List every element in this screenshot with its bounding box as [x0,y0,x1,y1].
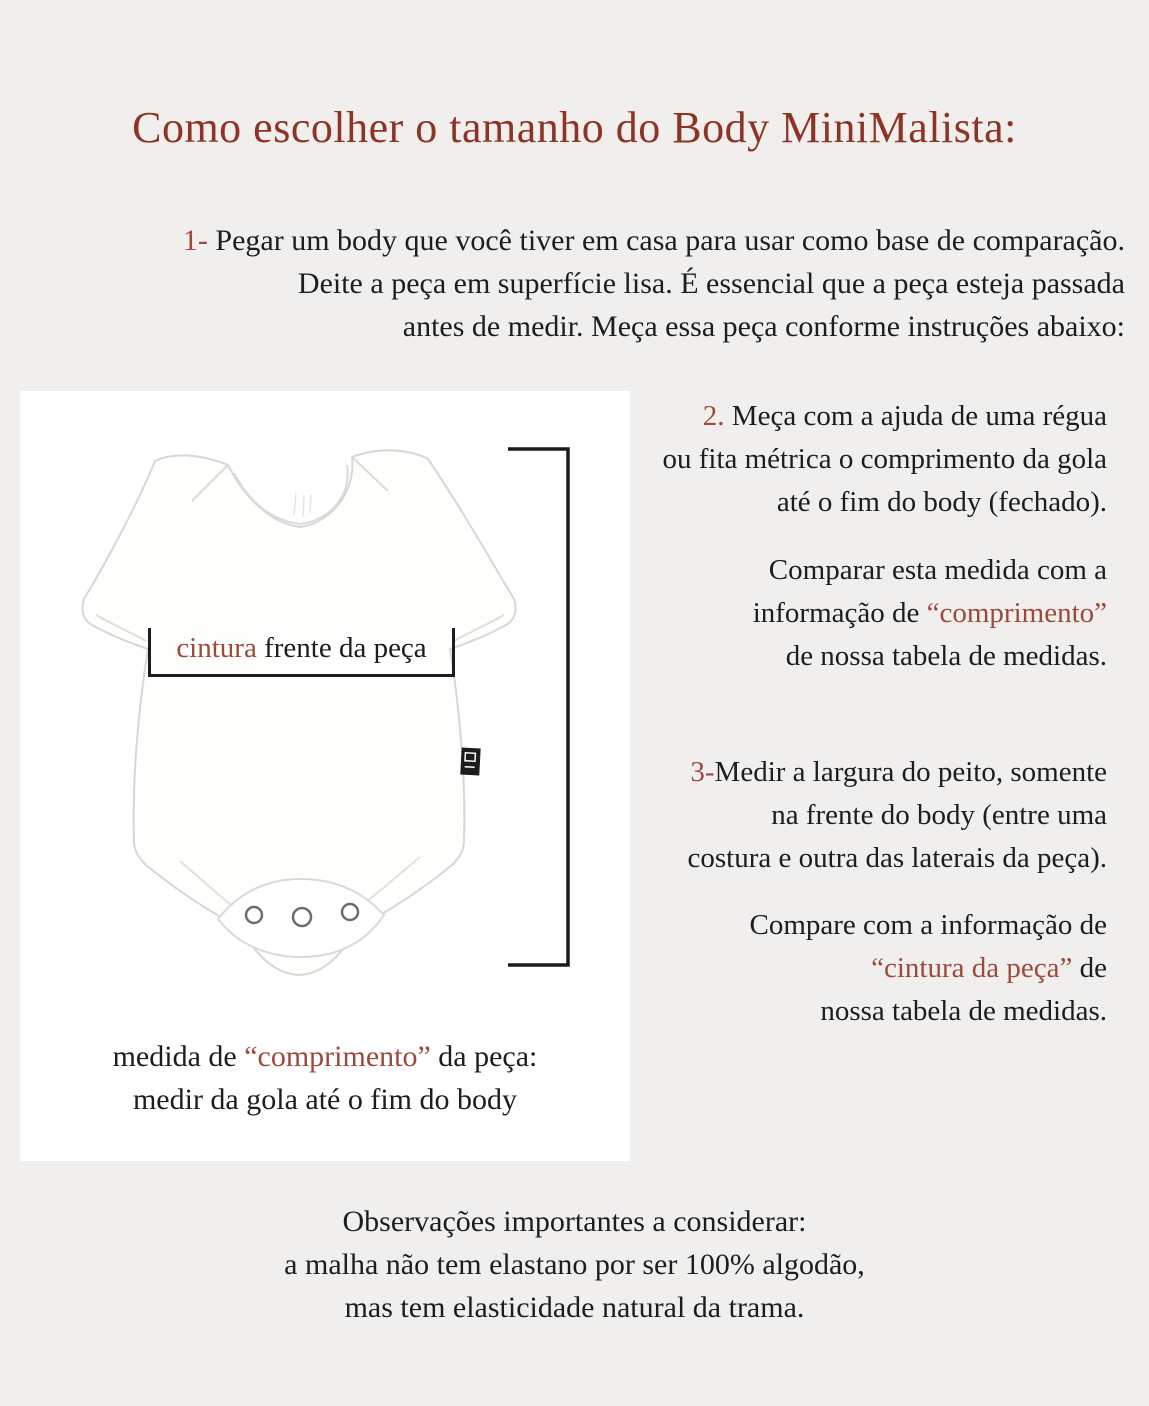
snap-button [342,904,358,920]
text-line: na frente do body (entre uma [771,799,1107,831]
step-number: 1- [182,224,216,257]
product-photo [20,391,630,1161]
text-line: ou fita métrica o comprimento da gola [662,443,1107,475]
length-measure-caption [20,1035,630,1121]
text-line: mas tem elasticidade natural da trama. [344,1291,805,1324]
step3-paragraph [688,751,1107,880]
snap-button [246,907,262,923]
text-line: 2. Meça com a ajuda de uma régua [702,400,1107,432]
text-line: de nossa tabela de medidas. [785,640,1107,672]
step1-paragraph [183,219,1125,348]
step-number: 3- [690,756,715,788]
text-line: antes de medir. Meça essa peça conforme instruções abaixo: [402,310,1125,343]
observations [0,1200,1149,1329]
measure-term-accent: “cintura da peça” [871,952,1073,984]
text-line: “cintura da peça” de [871,952,1107,984]
measurement-bracket [508,449,568,965]
text-line: a malha não tem elastano por ser 100% algodão, [284,1248,865,1281]
brand-tag-icon [460,748,480,776]
text-line: até o fim do body (fechado). [776,486,1107,518]
text-line: medir da gola até o fim do body [132,1083,518,1116]
text-line: 1- Pegar um body que você tiver em casa para usar como base de comparação. [182,224,1125,257]
snap-button [293,908,311,926]
step-number: 2. [702,400,725,432]
step2-compare-paragraph [753,549,1107,678]
text-line: nossa tabela de medidas. [820,995,1107,1027]
text-line: medida de “comprimento” da peça: [112,1040,538,1073]
text-line: costura e outra das laterais da peça). [687,842,1107,874]
waist-label-accent: cintura [176,632,257,664]
caption-accent: “comprimento” [244,1040,431,1073]
page-title: Como escolher o tamanho do Body MiniMalista: [132,103,1017,152]
text-line: Deite a peça em superfície lisa. É essencial que a peça esteja passada [297,267,1125,300]
waist-measure-label: cintura frente da peça [148,628,455,677]
text-line: Compare com a informação de [749,909,1107,941]
text-line: informação de “comprimento” [752,597,1107,629]
step3-compare-paragraph [749,904,1107,1033]
step2-paragraph [662,395,1107,524]
text-line: 3-Medir a largura do peito, somente [690,756,1107,788]
text-line: Observações importantes a considerar: [342,1205,807,1238]
text-line: Comparar esta medida com a [768,554,1107,586]
measure-term-accent: “comprimento” [926,597,1107,629]
